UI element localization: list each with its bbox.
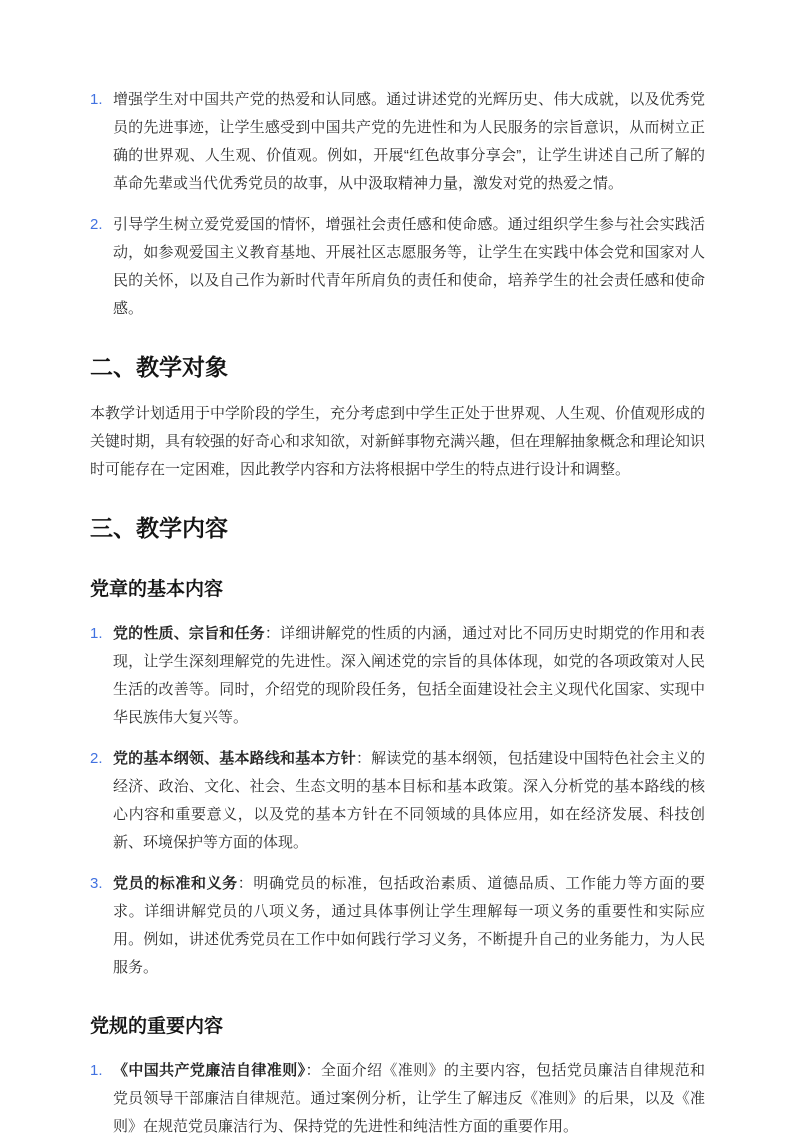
- list-item-rest: ：全面介绍《准则》的主要内容，包括党员廉洁自律规范和党员领导干部廉洁自律规范。通过案例分析，让学生了解违反《准则》的后果，以及《准则》在规范党员廉洁行为、保持党的先进性和纯洁性方面的重要作用。: [113, 1062, 705, 1135]
- list-item: [90, 1057, 705, 1141]
- party-regulations-list: [90, 1057, 705, 1141]
- list-item-number: 3.: [90, 875, 103, 892]
- subsection-heading-party-regulations: 党规的重要内容: [90, 1016, 224, 1037]
- list-item-lead: 党的基本纲领、基本路线和基本方针: [113, 750, 356, 767]
- teaching-target-paragraph: 本教学计划适用于中学阶段的学生，充分考虑到中学生正处于世界观、人生观、价值观形成的关键时期，具有较强的好奇心和求知欲，对新鲜事物充满兴趣，但在理解抽象概念和理论知识时可能存在一定困难，因此教学内容和方法将根据中学生的特点进行设计和调整。: [90, 405, 706, 478]
- list-item-number: 1.: [90, 91, 103, 108]
- list-item-rest: ：明确党员的标准，包括政治素质、道德品质、工作能力等方面的要求。详细讲解党员的八项义务，通过具体事例让学生理解每一项义务的重要性和实际应用。例如，讲述优秀党员在工作中如何践行学习义务，不断提升自己的业务能力，为人民服务。: [113, 875, 705, 976]
- list-item-text: [113, 745, 705, 857]
- list-item-number: 1.: [90, 625, 103, 642]
- list-item-text: [113, 1057, 705, 1141]
- list-item-lead: 党员的标准和义务: [113, 875, 238, 892]
- list-item-rest: ：详细讲解党的性质的内涵，通过对比不同历史时期党的作用和表现，让学生深刻理解党的先进性。深入阐述党的宗旨的具体体现，如党的各项政策对人民生活的改善等。同时，介绍党的现阶段任务，包括全面建设社会主义现代化国家、实现中华民族伟大复兴等。: [113, 625, 705, 726]
- list-item: [90, 745, 705, 857]
- list-item-text: [113, 870, 705, 982]
- section-heading-teaching-target: 二、教学对象: [90, 354, 228, 380]
- list-item: [90, 620, 705, 732]
- list-item-number: 2.: [90, 750, 103, 767]
- list-item-number: 1.: [90, 1062, 103, 1079]
- list-item-lead: 党的性质、宗旨和任务: [113, 625, 265, 642]
- section-heading-teaching-content: 三、教学内容: [90, 515, 228, 541]
- list-item-lead: 《中国共产党廉洁自律准则》: [113, 1062, 306, 1079]
- party-constitution-list: [90, 620, 705, 982]
- list-item: [90, 86, 705, 198]
- subsection-heading-party-constitution: 党章的基本内容: [90, 579, 224, 600]
- list-item: [90, 870, 705, 982]
- list-item-text: 引导学生树立爱党爱国的情怀，增强社会责任感和使命感。通过组织学生参与社会实践活动，如参观爱国主义教育基地、开展社区志愿服务等，让学生在实践中体会党和国家对人民的关怀，以及自己作为新时代青年所肩负的责任和使命，培养学生的社会责任感和使命感。: [113, 216, 705, 317]
- list-item-text: [113, 620, 705, 732]
- list-item-rest: ：解读党的基本纲领，包括建设中国特色社会主义的经济、政治、文化、社会、生态文明的基本目标和基本政策。深入分析党的基本路线的核心内容和重要意义，以及党的基本方针在不同领域的具体应用，如在经济发展、科技创新、环境保护等方面的体现。: [113, 750, 705, 851]
- list-item-text: 增强学生对中国共产党的热爱和认同感。通过讲述党的光辉历史、伟大成就，以及优秀党员的先进事迹，让学生感受到中国共产党的先进性和为人民服务的宗旨意识，从而树立正确的世界观、人生观、价值观。例如，开展“红色故事分享会”，让学生讲述自己所了解的革命先辈或当代优秀党员的故事，从中汲取精神力量，激发对党的热爱之情。: [113, 91, 705, 192]
- list-item-number: 2.: [90, 216, 103, 233]
- objectives-list: [90, 86, 705, 323]
- list-item: [90, 211, 705, 323]
